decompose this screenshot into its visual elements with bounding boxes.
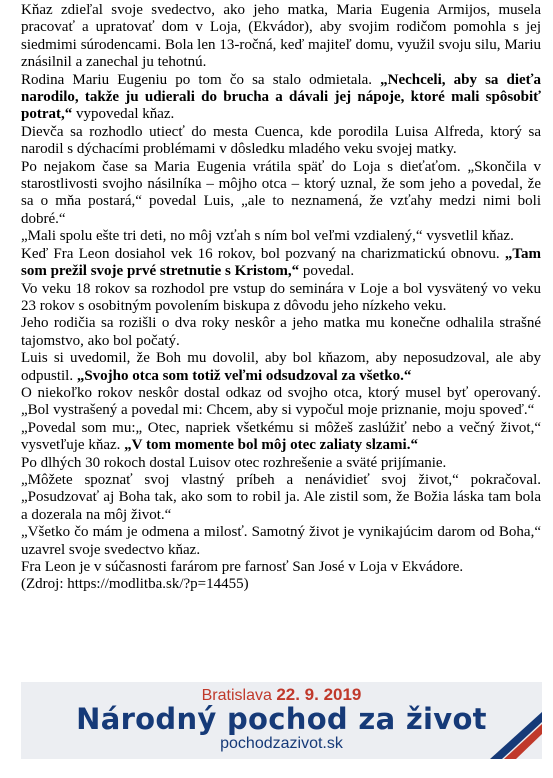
paragraph-10: O niekoľko rokov neskôr dostal odkaz od svojho otca, ktorý musel byť operovaný. „Bol vystrašený a povedal mi: Chcem, aby si vypočul moje priznanie, moju spoveď.“ bbox=[21, 384, 541, 419]
march-for-life-banner bbox=[21, 682, 542, 759]
paragraph-6-text: Keď Fra Leon dosiahol vek 16 rokov, bol pozvaný na charizmatickú obnovu. bbox=[21, 245, 505, 262]
paragraph-9-text: Luis si uvedomil, že Boh mu dovolil, aby bol kňazom, aby neposudzoval, ale aby odpustil. bbox=[21, 350, 541, 384]
source-citation: (Zdroj: https://modlitba.sk/?p=14455) bbox=[21, 576, 249, 593]
paragraph-6-quote: „Tam som prežil svoje prvé stretnutie s Kristom,“ bbox=[21, 245, 541, 280]
paragraph-12: Po dlhých 30 rokoch dostal Luisov otec rozhrešenie a sväté prijímanie. bbox=[21, 454, 447, 471]
paragraph-2-tail: vypovedal kňaz. bbox=[72, 106, 175, 123]
paragraph-2-text: Rodina Mariu Eugeniu po tom čo sa stalo odmietala. bbox=[21, 71, 381, 88]
article-body bbox=[21, 2, 541, 594]
paragraph-6-tail: povedal. bbox=[299, 263, 355, 280]
paragraph-14: „Všetko čo mám je odmena a milosť. Samotný život je vynikajúcim darom od Boha,“ uzavrel svoje svedectvo kňaz. bbox=[21, 524, 541, 558]
paragraph-5: „Mali spolu ešte tri deti, no môj vzťah s ním bol veľmi vzdialený,“ vysvetlil kňaz. bbox=[21, 228, 514, 245]
paragraph-6 bbox=[21, 246, 541, 281]
banner-title: Národný pochod za život bbox=[76, 702, 487, 736]
paragraph-7: Vo veku 18 rokov sa rozhodol pre vstup do seminára v Loje a bol vysvätený vo veku 23 rokov s osobitným povolením biskupa z dôvodu jeho nízkeho veku. bbox=[21, 280, 541, 314]
paragraph-8: Jeho rodičia sa rozišli o dva roky neskôr a jeho matka mu konečne odhalila strašné tajomstvo, ako bol počatý. bbox=[21, 315, 541, 349]
event-date: 22. 9. 2019 bbox=[276, 685, 362, 704]
paragraph-9-quote: „Svojho otca som totiž veľmi odsudzoval za všetko.“ bbox=[76, 367, 412, 384]
paragraph-11 bbox=[21, 420, 541, 455]
event-city: Bratislava bbox=[201, 687, 272, 704]
paragraph-3: Dievča sa rozhodlo utiecť do mesta Cuenca, kde porodila Luisa Alfreda, ktorý sa narodil s dýchacími problémami v dôsledku mladého veku svojej matky. bbox=[21, 123, 541, 158]
paragraph-15: Fra Leon je v súčasnosti farárom pre farnosť San José v Loja v Ekvádore. bbox=[21, 559, 464, 575]
banner-website: pochodzazivot.sk bbox=[220, 735, 343, 752]
paragraph-1: Kňaz zdieľal svoje svedectvo, ako jeho matka, Maria Eugenia Armijos, musela pracovať a upratovať dom v Loja, (Ekvádor), aby svojim rodičom pomohla s jej siedmimi súrodencami. Bola len 13-ročná, keď majiteľ domu, využil svoju silu, Mariu znásilnil a zanechal ju tehotnú. bbox=[21, 2, 541, 71]
paragraph-4: Po nejakom čase sa Maria Eugenia vrátila späť do Loja s dieťaťom. „Skončila v starostlivosti svojho násilníka – môjho otca – ktorý uznal, že som jeho a povedal, že sa o mňa postará,“ povedal Luis, „ale to neznamená, že vzťahy medzi nimi boli dobré.“ bbox=[21, 158, 541, 227]
paragraph-11-quote: „V tom momente bol môj otec zaliaty slzami.“ bbox=[124, 437, 418, 454]
paragraph-2 bbox=[21, 72, 541, 124]
paragraph-9 bbox=[21, 350, 541, 385]
paragraph-13: „Môžete spoznať svoj vlastný príbeh a nenávidieť svoj život,“ pokračoval. „Posudzovať aj Boha tak, ako som to robil ja. Ale zistil som, že Božia láska tam bola a dozerala na môj život.“ bbox=[21, 471, 541, 523]
paragraph-11-text: „Povedal som mu:„ Otec, napriek všetkému si môžeš zaslúžiť nebo a večný život,“ vysvetľuje kňaz. bbox=[21, 419, 541, 454]
paragraph-2-quote: „Nechceli, aby sa dieťa narodilo, takže ju udierali do brucha a dávali jej nápoje, ktoré mali spôsobiť potrat,“ bbox=[21, 71, 541, 123]
